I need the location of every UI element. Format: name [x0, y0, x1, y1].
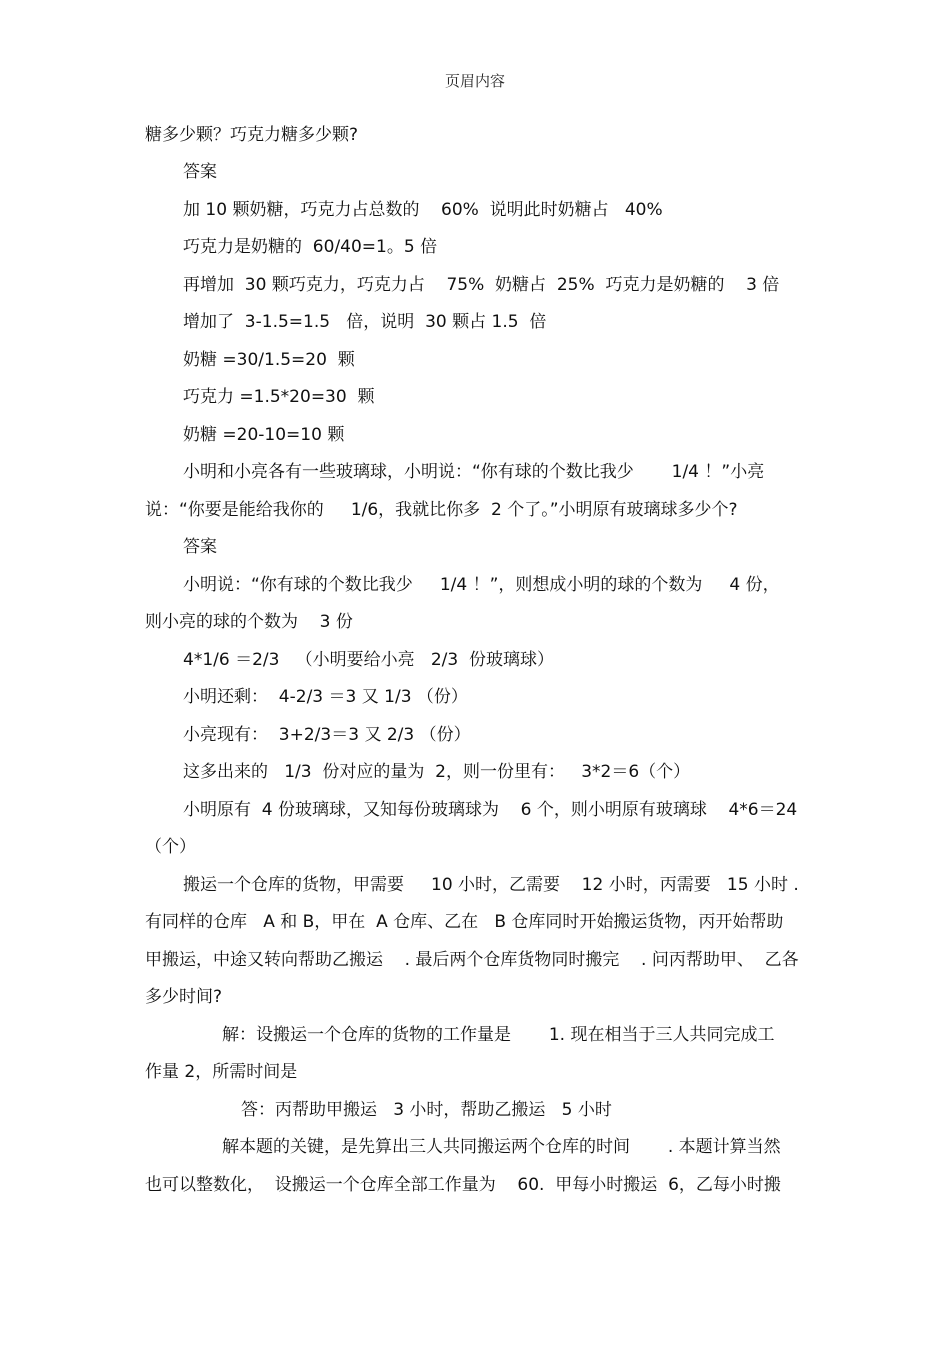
text-line: 糖多少颗？巧克力糖多少颗? — [145, 125, 359, 145]
text-line: 小亮现有： 3+2/3＝3 又 2/3 （份） — [183, 725, 471, 745]
text-line: 解：设搬运一个仓库的货物的工作量是 1. 现在相当于三人共同完成工 — [222, 1025, 775, 1045]
text-line: 4*1/6 ＝2/3 （小明要给小亮 2/3 份玻璃球） — [183, 650, 555, 670]
text-line: 解本题的关键，是先算出三人共同搬运两个仓库的时间 . 本题计算当然 — [222, 1137, 781, 1157]
text-line: 小明还剩： 4-2/3 ＝3 又 1/3 （份） — [183, 687, 468, 707]
text-line: 多少时间? — [145, 987, 223, 1007]
text-line: 答：丙帮助甲搬运 3 小时，帮助乙搬运 5 小时 — [241, 1100, 612, 1120]
text-line: 奶糖 =30/1.5=20 颗 — [183, 350, 355, 370]
text-line: 这多出来的 1/3 份对应的量为 2，则一份里有： 3*2＝6（个） — [183, 762, 691, 782]
text-line: 甲搬运，中途又转向帮助乙搬运 . 最后两个仓库货物同时搬完 . 问丙帮助甲、 乙各 — [145, 950, 799, 970]
text-line: （个） — [145, 837, 196, 857]
text-line: 巧克力 =1.5*20=30 颗 — [183, 387, 375, 407]
text-line: 答案 — [183, 537, 217, 557]
text-line: 小明原有 4 份玻璃球，又知每份玻璃球为 6 个，则小明原有玻璃球 4*6＝24 — [183, 800, 798, 820]
text-line: 说：“你要是能给我你的 1/6，我就比你多 2 个了。”小明原有玻璃球多少个? — [145, 500, 738, 520]
text-line: 增加了 3-1.5=1.5 倍，说明 30 颗占 1.5 倍 — [183, 312, 547, 332]
text-line: 加 10 颗奶糖，巧克力占总数的 60% 说明此时奶糖占 40% — [183, 200, 663, 220]
text-line: 巧克力是奶糖的 60/40=1。5 倍 — [183, 237, 438, 257]
text-line: 再增加 30 颗巧克力，巧克力占 75% 奶糖占 25% 巧克力是奶糖的 3 倍 — [183, 275, 780, 295]
text-line: 作量 2，所需时间是 — [145, 1062, 298, 1082]
text-line: 有同样的仓库 A 和 B，甲在 A 仓库、乙在 B 仓库同时开始搬运货物，丙开始帮助 — [145, 912, 784, 932]
text-line: 也可以整数化， 设搬运一个仓库全部工作量为 60. 甲每小时搬运 6，乙每小时搬 — [145, 1175, 781, 1195]
text-line: 奶糖 =20-10=10 颗 — [183, 425, 345, 445]
text-line: 小明说：“你有球的个数比我少 1/4 ！”，则想成小明的球的个数为 4 份， — [183, 575, 780, 595]
text-line: 则小亮的球的个数为 3 份 — [145, 612, 353, 632]
text-line: 答案 — [183, 162, 217, 182]
page-header: 页眉内容 — [444, 72, 505, 90]
text-line: 搬运一个仓库的货物，甲需要 10 小时，乙需要 12 小时，丙需要 15 小时 . — [183, 875, 799, 895]
text-line: 小明和小亮各有一些玻璃球，小明说：“你有球的个数比我少 1/4 ！”小亮 — [183, 462, 765, 482]
